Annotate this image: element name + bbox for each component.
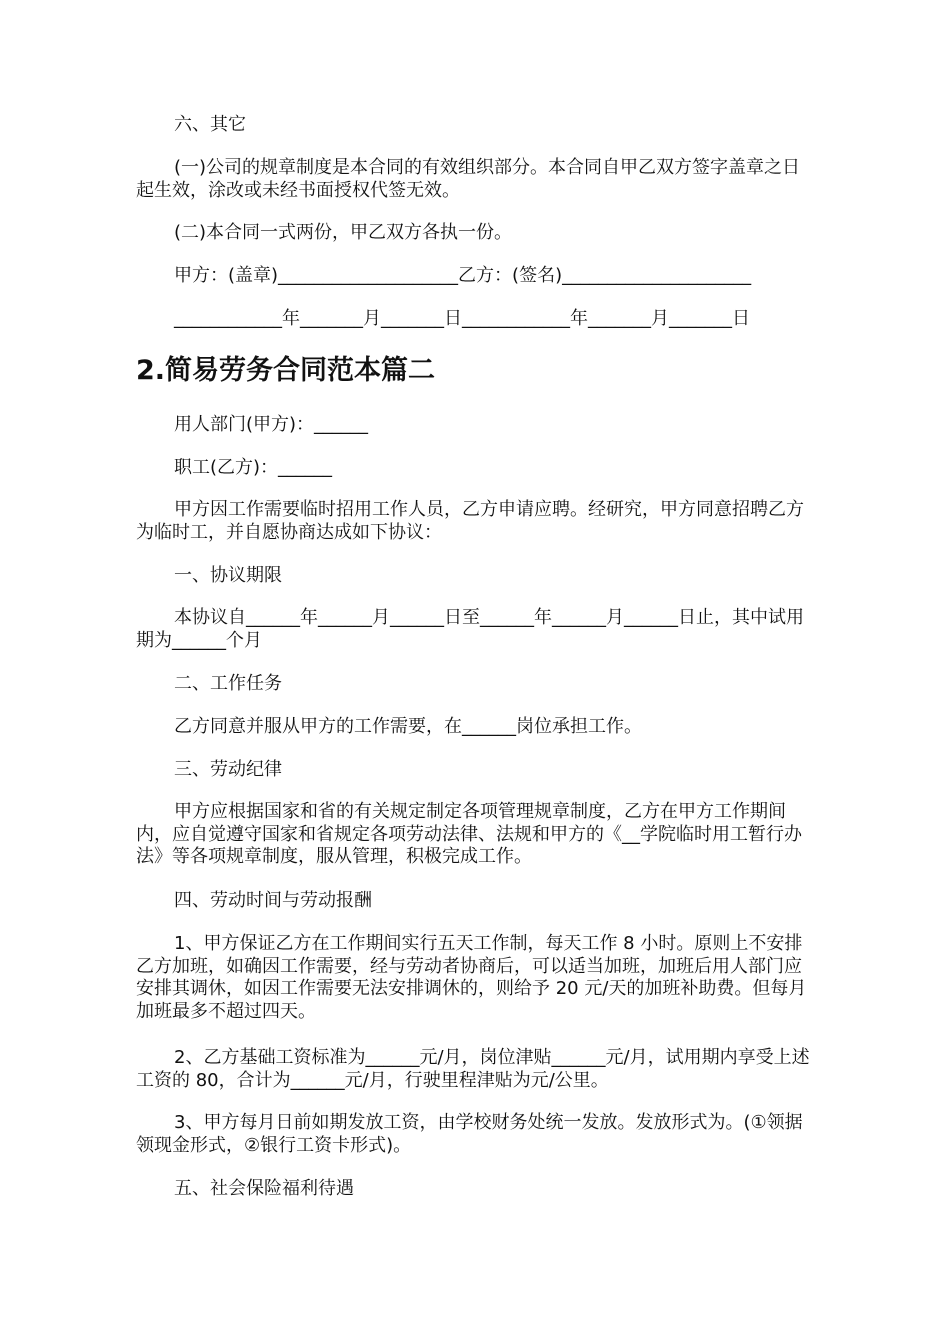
paragraph-working-hours: 1、甲方保证乙方在工作期间实行五天工作制，每天工作 8 小时。原则上不安排乙方加班，如确因工作需要，经与劳动者协商后，可以适当加班，加班后用人部门应安排其调休，如因工作需要无法安排调休的，则给予 20 元/天的加班补助费。但每月加班最多不超过四天。 xyxy=(136,933,807,1022)
section-heading-term: 一、协议期限 xyxy=(174,565,282,586)
paragraph-discipline: 甲方应根据国家和省的有关规定制定各项管理规章制度，乙方在甲方工作期间内，应自觉遵守国家和省规定各项劳动法律、法规和甲方的《__学院临时用工暂行办法》等各项规章制度，服从管理，积极完成工作。 xyxy=(136,801,802,867)
date-line: ____________年_______月_______日____________年_______月_______日 xyxy=(174,308,750,329)
section-heading-tasks: 二、工作任务 xyxy=(174,673,282,694)
section-heading-other: 六、其它 xyxy=(174,114,246,135)
section-heading-hours-pay: 四、劳动时间与劳动报酬 xyxy=(174,890,372,911)
employer-field: 用人部门(甲方)：______ xyxy=(174,414,369,435)
paragraph-salary: 2、乙方基础工资标准为______元/月，岗位津贴______元/月，试用期内享受上述工资的 80，合计为______元/月，行驶里程津贴为元/公里。 xyxy=(136,1047,810,1091)
paragraph-term: 本协议自______年______月______日至______年______月______日止，其中试用期为______个月 xyxy=(136,607,804,651)
paragraph-payment: 3、甲方每月日前如期发放工资，由学校财务处统一发放。发放形式为。(①领据领现金形式，②银行工资卡形式)。 xyxy=(136,1112,803,1156)
signature-line: 甲方：(盖章)____________________乙方：(签名)_____________________ xyxy=(174,265,752,286)
document-title: 2.简易劳务合同范本篇二 xyxy=(136,355,436,386)
employee-field: 职工(乙方)：______ xyxy=(174,457,333,478)
paragraph-tasks: 乙方同意并服从甲方的工作需要，在______岗位承担工作。 xyxy=(174,716,642,737)
paragraph-copies: (二)本合同一式两份，甲乙双方各执一份。 xyxy=(174,222,513,243)
section-heading-discipline: 三、劳动纪律 xyxy=(174,759,282,780)
paragraph-intro: 甲方因工作需要临时招用工作人员，乙方申请应聘。经研究，甲方同意招聘乙方为临时工，并自愿协商达成如下协议： xyxy=(136,499,804,543)
paragraph-rules-validity: (一)公司的规章制度是本合同的有效组织部分。本合同自甲乙双方签字盖章之日起生效，涂改或未经书面授权代签无效。 xyxy=(136,157,801,201)
section-heading-insurance: 五、社会保险福利待遇 xyxy=(174,1178,354,1199)
